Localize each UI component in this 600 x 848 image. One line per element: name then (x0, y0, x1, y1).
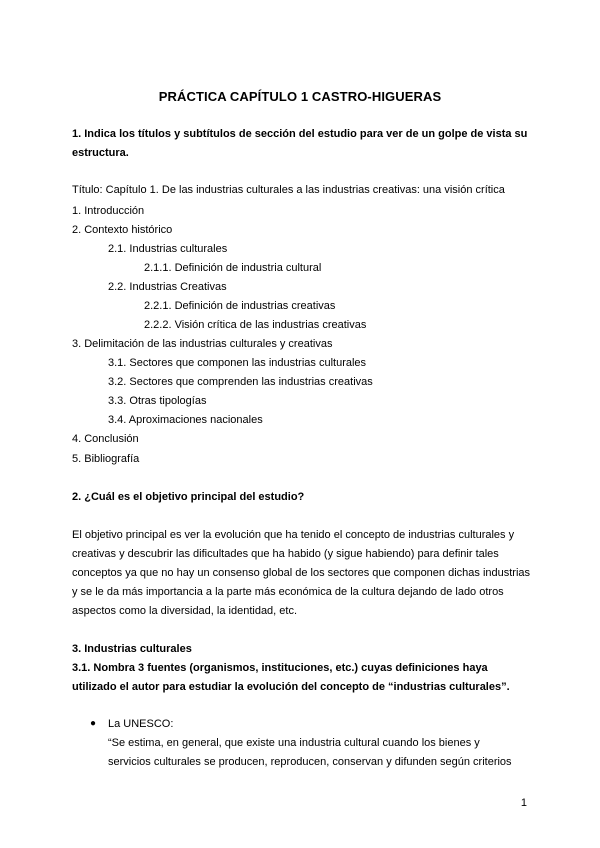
question-2-answer: El objetivo principal es ver la evolución que ha tenido el concepto de industrias culturales y creativas y descubrir las dificultades que ha habido (y sigue habiendo) para definir tales conceptos ya que no hay un consenso global de los sectores que componen dichas industrias y se le da más importancia a la parte más económica de la cultura dejando de lado otros aspectos como la diversidad, la identidad, etc. (72, 529, 531, 617)
question-3-heading: 3. Industrias culturales (72, 643, 192, 655)
toc-item: 1. Introducción (72, 205, 145, 217)
toc-item: 2. Contexto histórico (72, 224, 173, 236)
toc-item: 3. Delimitación de las industrias culturales y creativas (72, 338, 333, 350)
question-2-heading: 2. ¿Cuál es el objetivo principal del estudio? (72, 491, 305, 503)
toc-item: 2.1. Industrias culturales (108, 243, 228, 255)
toc-item: 2.2. Industrias Creativas (108, 281, 227, 293)
bullet-item-label: La UNESCO: (108, 718, 174, 730)
toc-item: 3.4. Aproximaciones nacionales (108, 414, 263, 426)
toc-item: 2.2.1. Definición de industrias creativas (144, 300, 336, 312)
toc-item: 3.3. Otras tipologías (108, 395, 207, 407)
document-title-line: Título: Capítulo 1. De las industrias culturales a las industrias creativas: una visión crítica (72, 184, 505, 196)
toc-item: 4. Conclusión (72, 433, 139, 445)
toc-item: 2.1.1. Definición de industria cultural (144, 262, 322, 274)
toc-item: 3.2. Sectores que comprenden las industrias creativas (108, 376, 373, 388)
toc-item: 3.1. Sectores que componen las industrias culturales (108, 357, 367, 369)
question-3-1-heading: 3.1. Nombra 3 fuentes (organismos, instituciones, etc.) cuyas definiciones haya utilizado el autor para estudiar la evolución del concepto de “industrias culturales”. (72, 662, 510, 693)
toc-item: 2.2.2. Visión crítica de las industrias creativas (144, 319, 367, 331)
page-title: PRÁCTICA CAPÍTULO 1 CASTRO-HIGUERAS (158, 89, 442, 104)
bullet-icon: ● (90, 718, 97, 729)
unesco-quote: “Se estima, en general, que existe una industria cultural cuando los bienes y servicios culturales se producen, reproducen, conservan y difunden según criterios (108, 737, 512, 768)
question-1-heading: 1. Indica los títulos y subtítulos de sección del estudio para ver de un golpe de vista su estructura. (72, 128, 528, 159)
page-number: 1 (520, 797, 527, 809)
toc-item: 5. Bibliografía (72, 453, 140, 465)
